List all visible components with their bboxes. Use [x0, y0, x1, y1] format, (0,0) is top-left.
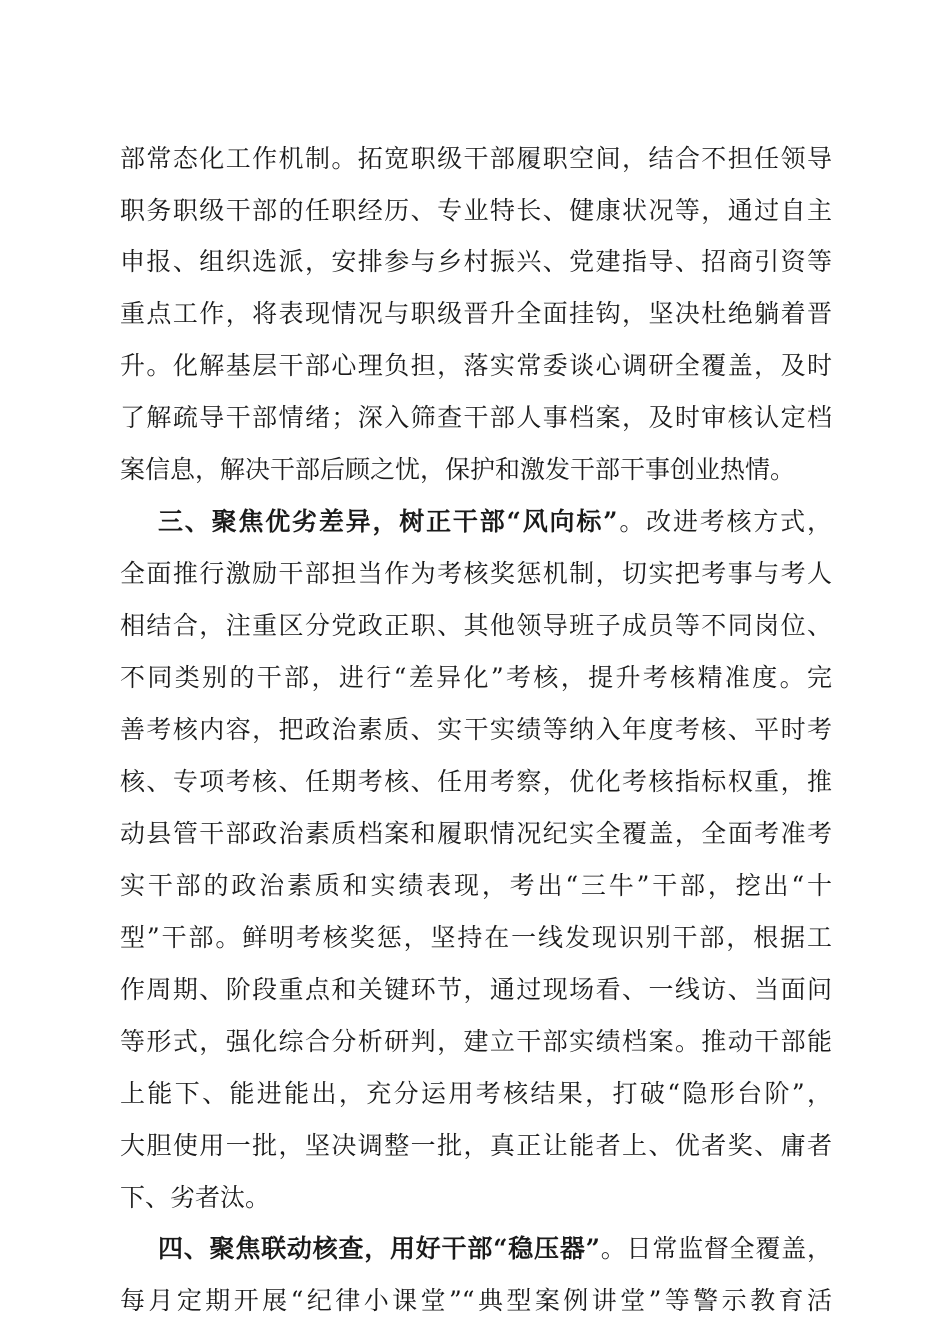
- section-3-heading: 三、聚焦优劣差异，树正干部“风向标”: [158, 507, 618, 536]
- paragraph-2-line-1: 部常态化工作机制。拓宽职级干部履职空间，结合不担任领导: [120, 144, 832, 173]
- paragraph-3-line-9: 型”干部。鲜明考核奖惩，坚持在一线发现识别干部，根据工: [120, 923, 832, 952]
- paragraph-3-line-6: 核、专项考核、任期考核、任用考察，优化考核指标权重，推: [120, 767, 832, 796]
- paragraph-2-line-7: 案信息，解决干部后顾之忧，保护和激发干部干事创业热情。: [120, 455, 796, 484]
- paragraph-3-line-7: 动县管干部政治素质档案和履职情况纪实全覆盖，全面考准考: [120, 819, 832, 848]
- paragraph-2-line-4: 重点工作，将表现情况与职级晋升全面挂钩，坚决杜绝躺着晋: [120, 299, 832, 328]
- section-3-heading-line: 三、聚焦优劣差异，树正干部“风向标”。改进考核方式，: [158, 507, 832, 536]
- paragraph-3-line-10: 作周期、阶段重点和关键环节，通过现场看、一线访、当面问: [120, 975, 832, 1004]
- paragraph-3-line-8: 实干部的政治素质和实绩表现，考出“三牛”干部，挖出“十: [120, 871, 832, 900]
- paragraph-2-line-2: 职务职级干部的任职经历、专业特长、健康状况等，通过自主: [120, 196, 832, 225]
- paragraph-3-line-2: 全面推行激励干部担当作为考核奖惩机制，切实把考事与考人: [120, 559, 832, 588]
- paragraph-3-line-3: 相结合，注重区分党政正职、其他领导班子成员等不同岗位、: [120, 611, 832, 640]
- paragraph-4-line-2: 每月定期开展“纪律小课堂”“典型案例讲堂”等警示教育活: [120, 1286, 832, 1315]
- paragraph-3-line-14: 下、劣者汰。: [120, 1183, 271, 1212]
- section-4-heading-line: 四、聚焦联动核查，用好干部“稳压器”。日常监督全覆盖，: [158, 1234, 832, 1263]
- paragraph-3-line-11: 等形式，强化综合分析研判，建立干部实绩档案。推动干部能: [120, 1027, 832, 1056]
- paragraph-3-line-5: 善考核内容，把政治素质、实干实绩等纳入年度考核、平时考: [120, 715, 832, 744]
- section-4-heading: 四、聚焦联动核查，用好干部“稳压器”: [158, 1234, 600, 1263]
- paragraph-2-line-6: 了解疏导干部情绪；深入筛查干部人事档案，及时审核认定档: [120, 403, 832, 432]
- paragraph-3-line-4: 不同类别的干部，进行“差异化”考核，提升考核精准度。完: [120, 663, 832, 692]
- paragraph-2-line-5: 升。化解基层干部心理负担，落实常委谈心调研全覆盖，及时: [120, 351, 832, 380]
- paragraph-3-line-13: 大胆使用一批，坚决调整一批，真正让能者上、优者奖、庸者: [120, 1131, 832, 1160]
- paragraph-2-line-3: 申报、组织选派，安排参与乡村振兴、党建指导、招商引资等: [120, 247, 832, 276]
- paragraph-3-line-12: 上能下、能进能出，充分运用考核结果，打破“隐形台阶”，: [120, 1079, 832, 1108]
